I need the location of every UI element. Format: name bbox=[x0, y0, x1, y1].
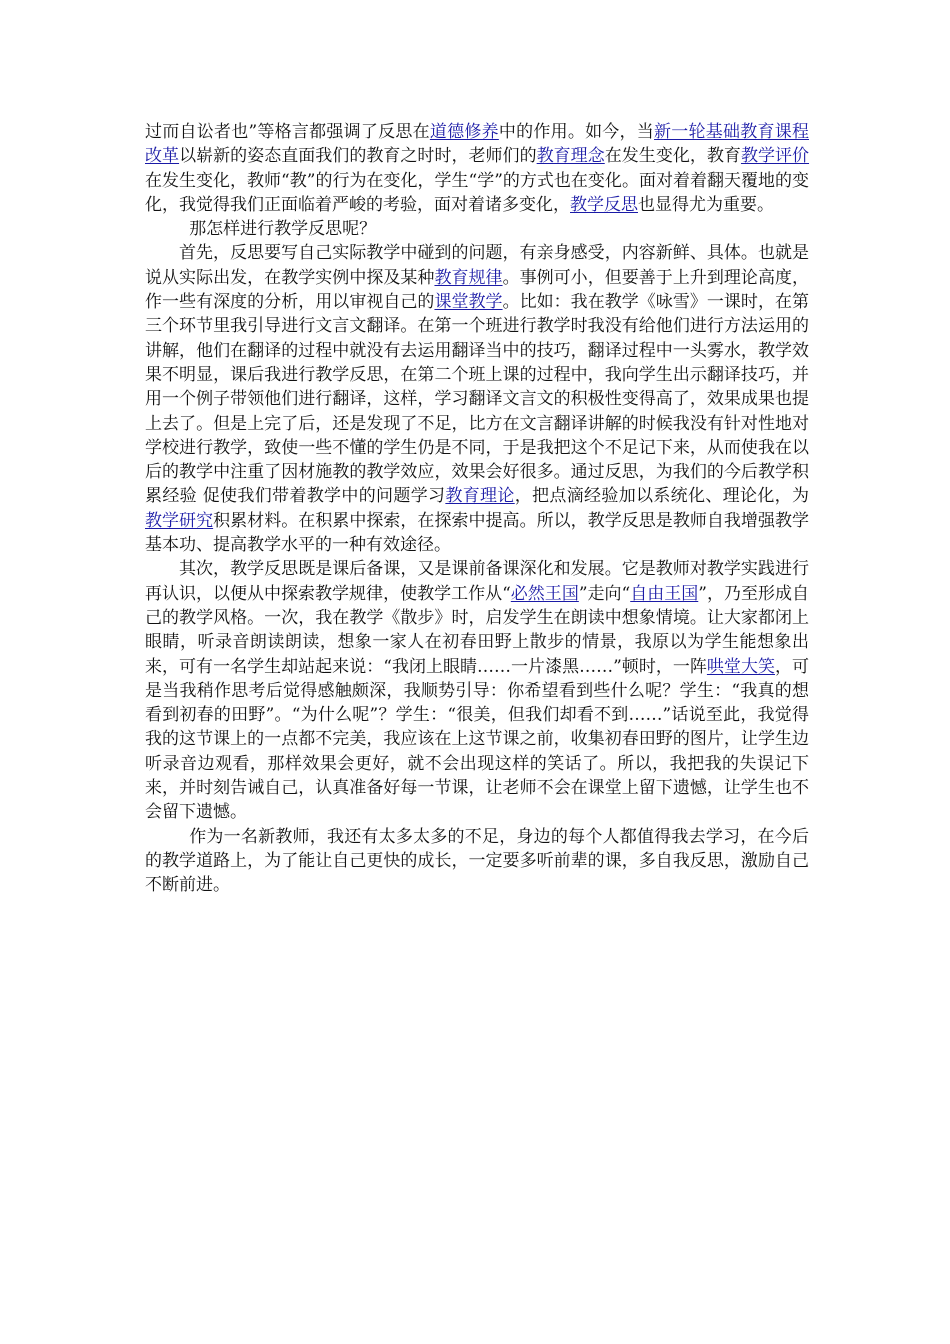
paragraph-p5 bbox=[145, 825, 809, 898]
paragraph-text: 。比如：我在教学《咏雪》一课时，在第三个环节里我引导进行文言文翻译。在第一个班进行教学时我没有给他们进行方法运用的讲解，他们在翻译的过程中就没有去运用翻译当中的技巧，翻译过程中一头雾水，教学效果不明显，课后我进行教学反思，在第二个班上课的过程中，我向学生出示翻译技巧，并用一个例子带领他们进行翻译，这样，学习翻译文言文的积极性变得高了，效果成果也提上去了。但是上完了后，还是发现了不足，比方在文言翻译讲解的时候我没有针对性地对学校进行教学，致使一些不懂的学生仍是不同，于是我把这个不足记下来，从而使我在以后的教学中注重了因材施教的教学效应，效果会好很多。通过反思，为我们的今后教学积累经验 促使我们带着教学中的问题学习 bbox=[145, 292, 810, 507]
paragraph-p1 bbox=[145, 120, 809, 217]
hyperlink[interactable]: 教学评价 bbox=[740, 146, 810, 167]
paragraph-text: ”走向“ bbox=[578, 583, 631, 604]
paragraph-text: 首先，反思要写自己实际教学中碰到的问题，有亲身感受，内容新鲜、具体。也就是说从实际出发，在教学实例中探及某种 bbox=[145, 243, 809, 288]
hyperlink[interactable]: 必然王国 bbox=[510, 583, 579, 604]
hyperlink[interactable]: 道德修养 bbox=[429, 122, 499, 142]
hyperlink[interactable]: 教育理论 bbox=[445, 486, 515, 507]
paragraph-text: 以崭新的姿态直面我们的教育之时时，老师们的 bbox=[179, 146, 537, 167]
paragraph-text: 。事例可小，但要善于上升到理论高度，作一些有深度的分析，用以审视自己的 bbox=[145, 267, 810, 313]
hyperlink[interactable]: 哄堂大笑 bbox=[706, 656, 775, 677]
paragraph-p3 bbox=[145, 241, 809, 557]
paragraph-text: 也显得尤为重要。 bbox=[638, 194, 774, 215]
hyperlink[interactable]: 教育规律 bbox=[434, 267, 503, 288]
paragraph-text: 在发生变化，教师“教”的行为在变化，学生“学”的方式也在变化。面对着着翻天覆地的变化，我觉得我们正面临着严峻的考验，面对着诸多变化， bbox=[145, 170, 809, 215]
paragraph-p2 bbox=[145, 217, 809, 241]
paragraph-text: 作为一名新教师，我还有太多太多的不足，身边的每个人都值得我去学习，在今后的教学道路上，为了能让自己更快的成长，一定要多听前辈的课，多自我反思，激励自己不断前进。 bbox=[145, 826, 809, 896]
paragraph-text: 在发生变化，教育 bbox=[604, 146, 741, 167]
paragraph-text: 其次，教学反思既是课后备课，又是课前备课深化和发展。它是教师对教学实践进行再认识，以便从中探索教学规律，使教学工作从“ bbox=[145, 559, 809, 604]
hyperlink[interactable]: 教学研究 bbox=[145, 510, 214, 531]
paragraph-text: 那怎样进行教学反思呢？ bbox=[189, 219, 377, 240]
paragraph-text: ，可是当我稍作思考后觉得感触颇深，我顺势引导：你希望看到些什么呢？学生：“我真的想看到初春的田野”。“为什么呢”？学生：“很美，但我们却看不到……”话说至此，我觉得我的这节课上的一点都不完美，我应该在上这节课之前，收集初春田野的图片，让学生边听录音边观看，那样效果会更好，就不会出现这样的笑话了。所以，我把我的失误记下来，并时刻告诫自己，认真准备好每一节课，让老师不会在课堂上留下遗憾，让学生也不会留下遗憾。 bbox=[145, 656, 810, 823]
paragraph-text: ，把点滴经验加以系统化、理论化，为 bbox=[514, 486, 810, 507]
paragraph-text: 过而自讼者也”等格言都强调了反思在 bbox=[145, 122, 430, 142]
hyperlink[interactable]: 自由王国 bbox=[630, 583, 699, 604]
paragraph-text: ”，乃至形成自己的教学风格。一次，我在教学《散步》时，启发学生在朗读中想象情境。让大家都闭上眼睛，听录音朗读朗读，想象一家人在初春田野上散步的情景，我原以为学生能想象出来，可有一名学生却站起来说：“我闭上眼睛……一片漆黑……”顿时，一阵 bbox=[145, 583, 809, 677]
hyperlink[interactable]: 课堂教学 bbox=[434, 292, 503, 313]
paragraph-text: 积累材料。在积累中探索，在探索中提高。所以，教学反思是教师自我增强教学基本功、提高教学水平的一种有效途径。 bbox=[145, 510, 810, 556]
document-body bbox=[145, 120, 809, 898]
paragraph-text: 中的作用。如今，当 bbox=[498, 122, 655, 142]
paragraph-p4 bbox=[145, 557, 809, 824]
hyperlink[interactable]: 教学反思 bbox=[570, 194, 638, 215]
hyperlink[interactable]: 教育理念 bbox=[536, 146, 605, 167]
hyperlink[interactable]: 新一轮基础教育课程改革 bbox=[145, 122, 810, 167]
